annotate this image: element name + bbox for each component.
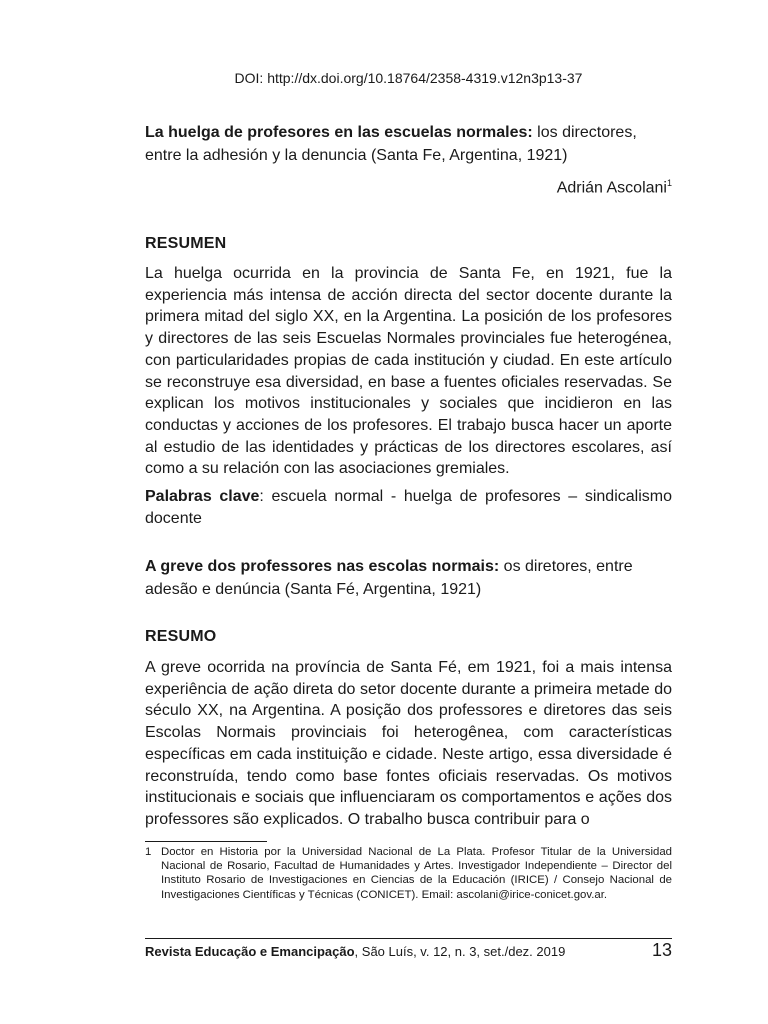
author-name: Adrián Ascolani [556, 179, 667, 197]
resumen-heading: RESUMEN [145, 235, 227, 252]
resumen-text: La huelga ocurrida en la provincia de Santa Fe, en 1921, fue la experiencia más intensa de acción directa del sector docente durante la primera mitad del siglo XX, en la Argentina. La posición de los profesores y directores de las seis Escuelas Normales provinciales fue heterogénea, con particularidades propias de cada institución y ciudad. En este artículo se reconstruye esa diversidad, en base a fuentes oficiales reservadas. Se explican los motivos institucionales y sociales que incidieron en las conductas y acciones de los profesores. El trabajo busca hacer un aporte al estudio de las identidades y prácticas de los directores escolares, así como a su relación con las asociaciones gremiales. [145, 265, 672, 478]
title-portuguese [145, 555, 672, 601]
keywords [145, 486, 672, 529]
title-spanish-bold: La huelga de profesores en las escuelas normales: [145, 124, 533, 141]
footnote-divider [145, 841, 267, 842]
footer-citation [145, 944, 672, 959]
footnote-text: Doctor en Historia por la Universidad Nacional de La Plata. Profesor Titular de la Universidad Nacional de Rosario, Facultad de Humanidades y Artes. Investigador Independiente – Director del Instituto Rosario de Investigaciones en Ciencias de la Educación (IRICE) / Consejo Nacional de Investigaciones Científicas y Técnicas (CONICET). Email: ascolani@irice-conicet.gov.ar. [161, 846, 672, 901]
title-portuguese-rest: os diretores, entre adesão e denúncia (Santa Fé, Argentina, 1921) [145, 558, 633, 598]
footnote [145, 845, 672, 902]
keywords-text: : escuela normal - huelga de profesores – sindicalismo docente [145, 488, 672, 527]
author [557, 178, 672, 197]
title-portuguese-bold: A greve dos professores nas escolas normais: [145, 558, 500, 575]
title-spanish [145, 121, 672, 167]
footnote-number: 1 [145, 846, 152, 858]
author-footnote-mark: 1 [666, 178, 672, 188]
page-number: 13 [651, 940, 672, 960]
footer-divider [145, 938, 672, 939]
journal-name: Revista Educação e Emancipação [145, 944, 355, 959]
title-spanish-rest: los directores, entre la adhesión y la denuncia (Santa Fe, Argentina, 1921) [145, 124, 637, 164]
resumo-heading: RESUMO [145, 628, 217, 645]
keywords-label: Palabras clave [145, 488, 260, 505]
resumo-text: A greve ocorrida na província de Santa Fé, em 1921, foi a mais intensa experiência de ação direta do setor docente durante a primeira metade do século XX, na Argentina. A posição dos professores e diretores das seis Escolas Normais provinciais foi heterogênea, com características específicas em cada instituição e cidade. Neste artigo, essa diversidade é reconstruída, tendo como base fontes oficiais reservadas. Os motivos institucionais e sociais que influenciaram os comportamentos e ações dos professores são explicados. O trabalho busca contribuir para o [145, 659, 672, 828]
journal-details: , São Luís, v. 12, n. 3, set./dez. 2019 [354, 944, 566, 959]
doi-line: DOI: http://dx.doi.org/10.18764/2358-4319.v12n3p13-37 [234, 70, 583, 86]
